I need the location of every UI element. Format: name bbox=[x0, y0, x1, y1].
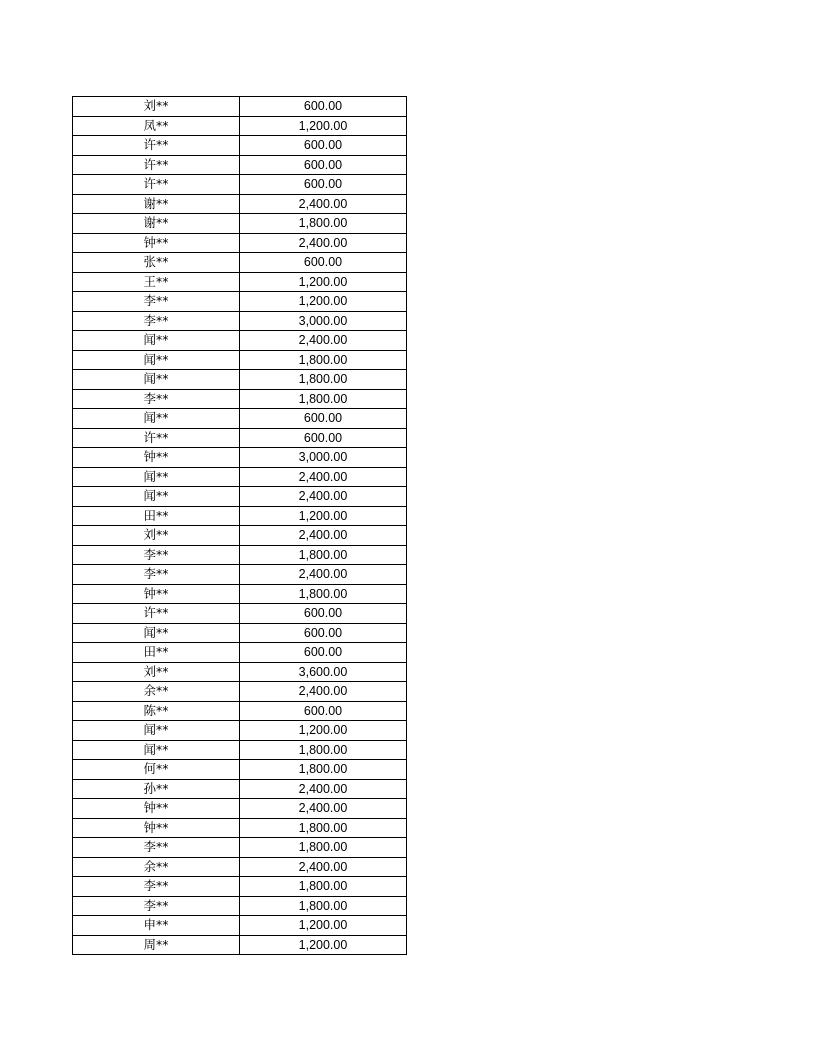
name-cell: 孙** bbox=[73, 779, 240, 799]
amount-cell: 2,400.00 bbox=[240, 331, 407, 351]
name-cell: 何** bbox=[73, 760, 240, 780]
table-row bbox=[73, 272, 407, 292]
table-row bbox=[73, 740, 407, 760]
table-row bbox=[73, 136, 407, 156]
amount-cell: 2,400.00 bbox=[240, 682, 407, 702]
amount-cell: 2,400.00 bbox=[240, 194, 407, 214]
table-row bbox=[73, 916, 407, 936]
name-cell: 李** bbox=[73, 389, 240, 409]
name-cell: 闻** bbox=[73, 350, 240, 370]
amount-cell: 600.00 bbox=[240, 97, 407, 117]
name-cell: 谢** bbox=[73, 194, 240, 214]
amount-cell: 1,800.00 bbox=[240, 838, 407, 858]
table-row bbox=[73, 331, 407, 351]
table-row bbox=[73, 526, 407, 546]
table-row bbox=[73, 818, 407, 838]
table-row bbox=[73, 311, 407, 331]
table-row bbox=[73, 701, 407, 721]
name-cell: 钟** bbox=[73, 818, 240, 838]
table-row bbox=[73, 214, 407, 234]
name-cell: 闻** bbox=[73, 721, 240, 741]
table-row bbox=[73, 97, 407, 117]
name-cell: 闻** bbox=[73, 370, 240, 390]
table-row bbox=[73, 155, 407, 175]
amount-cell: 600.00 bbox=[240, 409, 407, 429]
amount-cell: 3,600.00 bbox=[240, 662, 407, 682]
name-cell: 钟** bbox=[73, 584, 240, 604]
amount-cell: 1,200.00 bbox=[240, 721, 407, 741]
name-cell: 闻** bbox=[73, 409, 240, 429]
name-cell: 申** bbox=[73, 916, 240, 936]
amount-cell: 1,200.00 bbox=[240, 506, 407, 526]
name-cell: 钟** bbox=[73, 799, 240, 819]
table-row bbox=[73, 643, 407, 663]
table-row bbox=[73, 799, 407, 819]
table-row bbox=[73, 194, 407, 214]
table-row bbox=[73, 389, 407, 409]
amount-cell: 2,400.00 bbox=[240, 233, 407, 253]
amount-cell: 1,800.00 bbox=[240, 350, 407, 370]
name-cell: 闻** bbox=[73, 487, 240, 507]
name-cell: 刘** bbox=[73, 662, 240, 682]
table-row bbox=[73, 428, 407, 448]
table-row bbox=[73, 623, 407, 643]
name-cell: 李** bbox=[73, 545, 240, 565]
name-cell: 许** bbox=[73, 175, 240, 195]
name-cell: 李** bbox=[73, 877, 240, 897]
name-cell: 闻** bbox=[73, 623, 240, 643]
name-cell: 闻** bbox=[73, 467, 240, 487]
name-cell: 余** bbox=[73, 857, 240, 877]
name-cell: 闻** bbox=[73, 740, 240, 760]
table-row bbox=[73, 506, 407, 526]
amount-cell: 2,400.00 bbox=[240, 467, 407, 487]
payment-table-body bbox=[73, 97, 407, 955]
table-row bbox=[73, 487, 407, 507]
amount-cell: 1,200.00 bbox=[240, 116, 407, 136]
table-row bbox=[73, 604, 407, 624]
table-row bbox=[73, 935, 407, 955]
table-row bbox=[73, 253, 407, 273]
name-cell: 李** bbox=[73, 896, 240, 916]
amount-cell: 2,400.00 bbox=[240, 799, 407, 819]
amount-cell: 3,000.00 bbox=[240, 448, 407, 468]
amount-cell: 1,800.00 bbox=[240, 214, 407, 234]
table-row bbox=[73, 467, 407, 487]
amount-cell: 600.00 bbox=[240, 604, 407, 624]
name-cell: 李** bbox=[73, 838, 240, 858]
name-cell: 钟** bbox=[73, 233, 240, 253]
name-cell: 谢** bbox=[73, 214, 240, 234]
amount-cell: 1,200.00 bbox=[240, 916, 407, 936]
amount-cell: 2,400.00 bbox=[240, 526, 407, 546]
table-row bbox=[73, 896, 407, 916]
table-row bbox=[73, 350, 407, 370]
amount-cell: 1,200.00 bbox=[240, 272, 407, 292]
name-cell: 闻** bbox=[73, 331, 240, 351]
amount-cell: 3,000.00 bbox=[240, 311, 407, 331]
table-row bbox=[73, 116, 407, 136]
table-row bbox=[73, 175, 407, 195]
name-cell: 陈** bbox=[73, 701, 240, 721]
name-cell: 刘** bbox=[73, 97, 240, 117]
name-cell: 许** bbox=[73, 428, 240, 448]
table-row bbox=[73, 565, 407, 585]
amount-cell: 2,400.00 bbox=[240, 779, 407, 799]
amount-cell: 1,800.00 bbox=[240, 740, 407, 760]
table-row bbox=[73, 233, 407, 253]
table-row bbox=[73, 877, 407, 897]
payment-table bbox=[72, 96, 407, 955]
table-row bbox=[73, 292, 407, 312]
name-cell: 钟** bbox=[73, 448, 240, 468]
name-cell: 李** bbox=[73, 311, 240, 331]
table-row bbox=[73, 857, 407, 877]
amount-cell: 1,800.00 bbox=[240, 877, 407, 897]
name-cell: 周** bbox=[73, 935, 240, 955]
table-row bbox=[73, 682, 407, 702]
amount-cell: 600.00 bbox=[240, 428, 407, 448]
amount-cell: 1,800.00 bbox=[240, 545, 407, 565]
amount-cell: 1,800.00 bbox=[240, 584, 407, 604]
amount-cell: 2,400.00 bbox=[240, 857, 407, 877]
amount-cell: 1,800.00 bbox=[240, 760, 407, 780]
amount-cell: 600.00 bbox=[240, 643, 407, 663]
name-cell: 许** bbox=[73, 136, 240, 156]
amount-cell: 600.00 bbox=[240, 175, 407, 195]
name-cell: 张** bbox=[73, 253, 240, 273]
name-cell: 凤** bbox=[73, 116, 240, 136]
amount-cell: 1,800.00 bbox=[240, 370, 407, 390]
amount-cell: 1,800.00 bbox=[240, 818, 407, 838]
amount-cell: 2,400.00 bbox=[240, 565, 407, 585]
amount-cell: 600.00 bbox=[240, 155, 407, 175]
name-cell: 刘** bbox=[73, 526, 240, 546]
table-row bbox=[73, 545, 407, 565]
amount-cell: 1,800.00 bbox=[240, 389, 407, 409]
amount-cell: 1,800.00 bbox=[240, 896, 407, 916]
table-row bbox=[73, 721, 407, 741]
name-cell: 田** bbox=[73, 506, 240, 526]
amount-cell: 600.00 bbox=[240, 701, 407, 721]
name-cell: 李** bbox=[73, 565, 240, 585]
amount-cell: 600.00 bbox=[240, 623, 407, 643]
table-row bbox=[73, 838, 407, 858]
table-row bbox=[73, 662, 407, 682]
name-cell: 许** bbox=[73, 604, 240, 624]
amount-cell: 1,200.00 bbox=[240, 292, 407, 312]
name-cell: 王** bbox=[73, 272, 240, 292]
table-row bbox=[73, 584, 407, 604]
amount-cell: 600.00 bbox=[240, 253, 407, 273]
amount-cell: 1,200.00 bbox=[240, 935, 407, 955]
name-cell: 许** bbox=[73, 155, 240, 175]
amount-cell: 600.00 bbox=[240, 136, 407, 156]
table-row bbox=[73, 409, 407, 429]
table-row bbox=[73, 370, 407, 390]
table-row bbox=[73, 448, 407, 468]
name-cell: 余** bbox=[73, 682, 240, 702]
name-cell: 李** bbox=[73, 292, 240, 312]
table-row bbox=[73, 760, 407, 780]
amount-cell: 2,400.00 bbox=[240, 487, 407, 507]
name-cell: 田** bbox=[73, 643, 240, 663]
table-row bbox=[73, 779, 407, 799]
